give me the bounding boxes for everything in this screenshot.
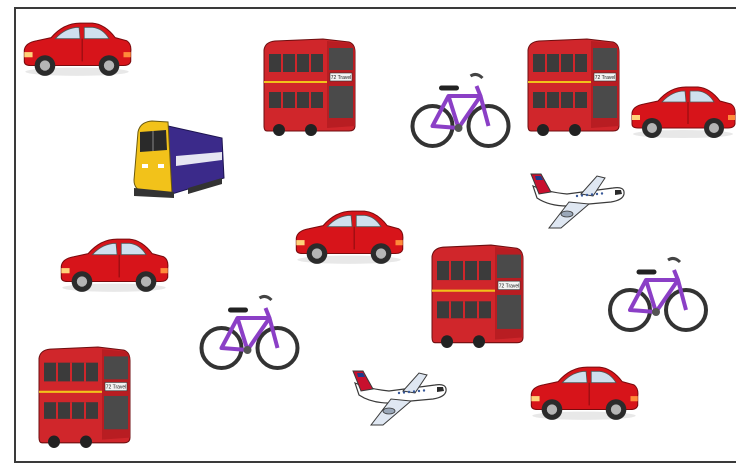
airplane-icon	[527, 166, 627, 232]
bus-destination-sign: 72 Travel	[498, 283, 520, 290]
car-icon	[20, 18, 134, 80]
bus-icon	[261, 38, 357, 136]
bus-destination-sign: 72 Travel	[594, 75, 616, 81]
car-icon	[527, 362, 641, 424]
bus-destination-sign: 72 Travel	[330, 75, 352, 81]
bus-destination-sign: 72 Travel	[105, 384, 127, 391]
airplane-icon	[349, 363, 449, 429]
bicycle-icon	[608, 250, 708, 338]
car-icon	[57, 234, 171, 296]
car-icon	[627, 82, 739, 142]
bus-icon	[36, 346, 132, 448]
car-icon	[292, 206, 406, 268]
bicycle-icon	[410, 66, 511, 154]
bicycle-icon	[199, 288, 300, 376]
train-icon	[128, 112, 228, 200]
bus-icon	[525, 38, 621, 136]
bus-icon	[429, 244, 525, 348]
